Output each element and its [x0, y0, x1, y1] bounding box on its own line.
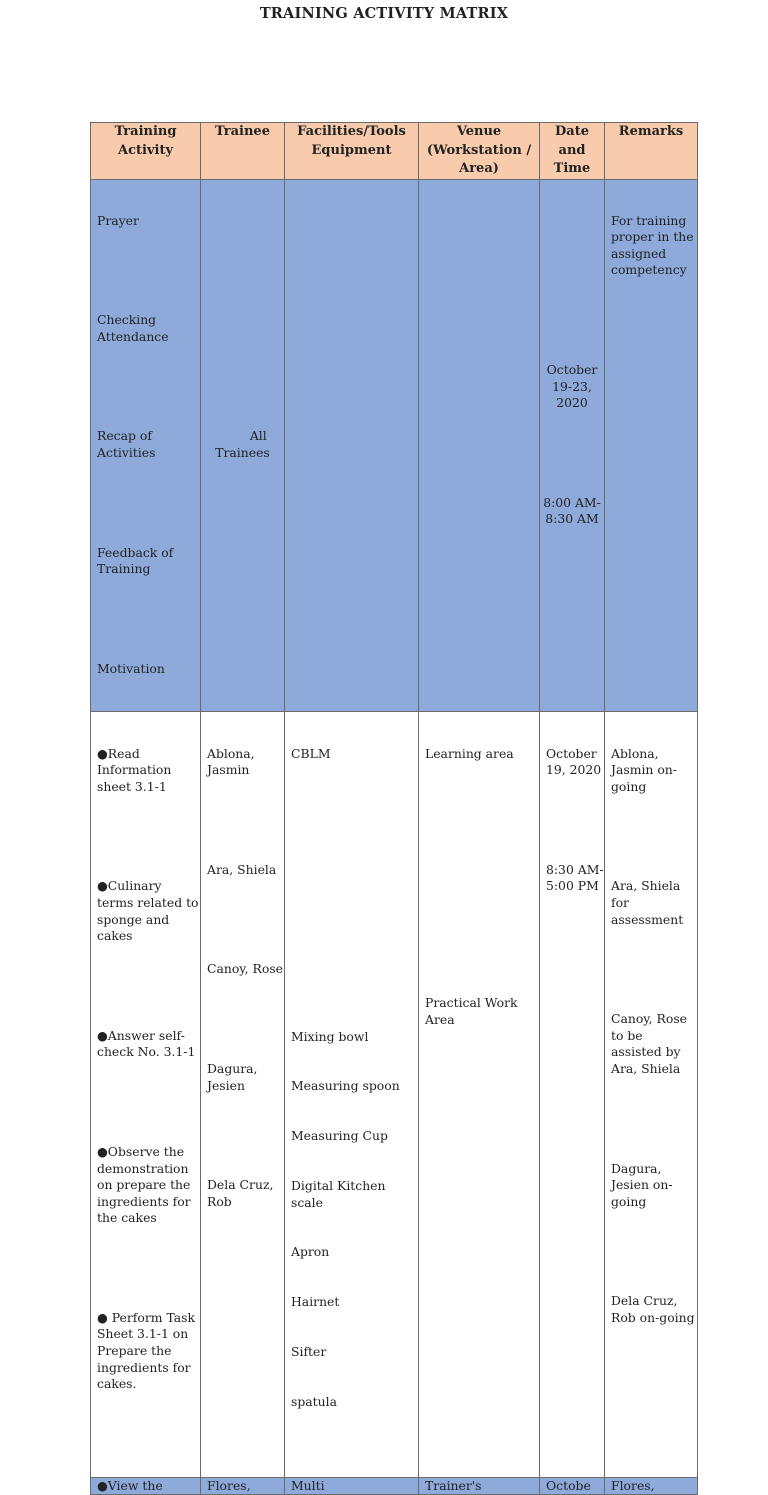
venue-cell [419, 179, 540, 711]
facilities-cell: Multi [285, 1477, 419, 1495]
table-row [91, 711, 698, 1477]
facilities-cell [285, 711, 419, 1477]
activity-item: Checking Attendance [97, 312, 169, 344]
time-text: 8:00 AM-8:30 AM [543, 494, 601, 527]
page-title: TRAINING ACTIVITY MATRIX [259, 5, 509, 22]
facility-item: Digital Kitchen scale [291, 1178, 390, 1210]
facility-item: Mixing bowl [291, 1028, 369, 1044]
date-time-cell [540, 711, 605, 1477]
trainee-all: All Trainees [215, 428, 271, 460]
remarks-cell [605, 711, 698, 1477]
remark-item: Ablona, Jasmin on-going [611, 745, 677, 794]
activity-item: Feedback of Training [97, 544, 178, 577]
facilities-cell [285, 179, 419, 711]
activity-item: Recap of Activities [97, 428, 156, 460]
header-training-activity: Training Activity [91, 123, 201, 180]
trainee-name: Dela Cruz, Rob [207, 1177, 278, 1209]
header-facilities: Facilities/Tools Equipment [285, 123, 419, 180]
activity-cell: ●View the [91, 1477, 201, 1495]
trainee-name: Dagura, Jesien [207, 1060, 262, 1093]
trainee-cell [201, 179, 285, 711]
facility-item: Apron [291, 1244, 330, 1260]
trainee-cell [201, 711, 285, 1477]
date-time-cell: Octobe [540, 1477, 605, 1495]
remarks-cell [605, 179, 698, 711]
facility-item: Measuring Cup [291, 1128, 388, 1144]
trainee-name: Ablona, Jasmin [207, 745, 259, 778]
trainee-cell: Flores, [201, 1477, 285, 1495]
trainee-name: Ara, Shiela [207, 861, 277, 877]
venue-cell: Trainer's [419, 1477, 540, 1495]
table-header-row [91, 123, 698, 180]
facility-list [291, 995, 418, 1443]
date-text: October 19-23, 2020 [546, 362, 602, 411]
activity-cell [91, 711, 201, 1477]
trainee-name: Canoy, Rose [207, 961, 284, 977]
remark-item: Canoy, Rose to be assisted by Ara, Shiela [611, 1011, 691, 1076]
header-remarks: Remarks [605, 123, 698, 180]
activity-item: ●Observe the demonstration on prepare the ingredients for the cakes [97, 1143, 195, 1226]
activity-item: Prayer [97, 212, 139, 228]
facility-item: CBLM [291, 745, 331, 761]
activity-item: Motivation [97, 660, 165, 676]
facility-item: Measuring spoon [291, 1078, 400, 1094]
remark-item: Dagura, Jesien on-going [611, 1160, 673, 1209]
remarks-text: For training proper in the assigned competency [611, 212, 698, 278]
activity-item: ●Culinary terms related to sponge and cakes [97, 878, 199, 944]
header-venue: Venue (Workstation / Area) [419, 123, 540, 180]
date-time-cell [540, 179, 605, 711]
venue-text: Practical Work Area [425, 995, 522, 1028]
remarks-cell: Flores, [605, 1477, 698, 1495]
venue-text: Learning area [425, 745, 514, 761]
activity-item: ●Answer self-check No. 3.1-1 [97, 1027, 196, 1060]
date-text: October 19, 2020 [546, 745, 602, 778]
facility-item: Hairnet [291, 1294, 340, 1310]
activity-item: ● Perform Task Sheet 3.1-1 on Prepare the ingredients for cakes. [97, 1309, 199, 1392]
time-text: 8:30 AM-5:00 PM [546, 861, 604, 894]
activity-item: ●Read Information sheet 3.1-1 [97, 745, 176, 794]
activity-cell [91, 179, 201, 711]
table-row [91, 179, 698, 711]
table-row [91, 1477, 698, 1495]
training-activity-table [90, 122, 698, 1495]
venue-cell [419, 711, 540, 1477]
facility-item: Sifter [291, 1343, 327, 1359]
header-date-time: Date and Time [540, 123, 605, 180]
remark-item: Dela Cruz, Rob on-going [611, 1293, 695, 1325]
remark-item: Ara, Shiela for assessment [611, 878, 685, 927]
facility-item: spatula [291, 1393, 337, 1409]
header-trainee: Trainee [201, 123, 285, 180]
